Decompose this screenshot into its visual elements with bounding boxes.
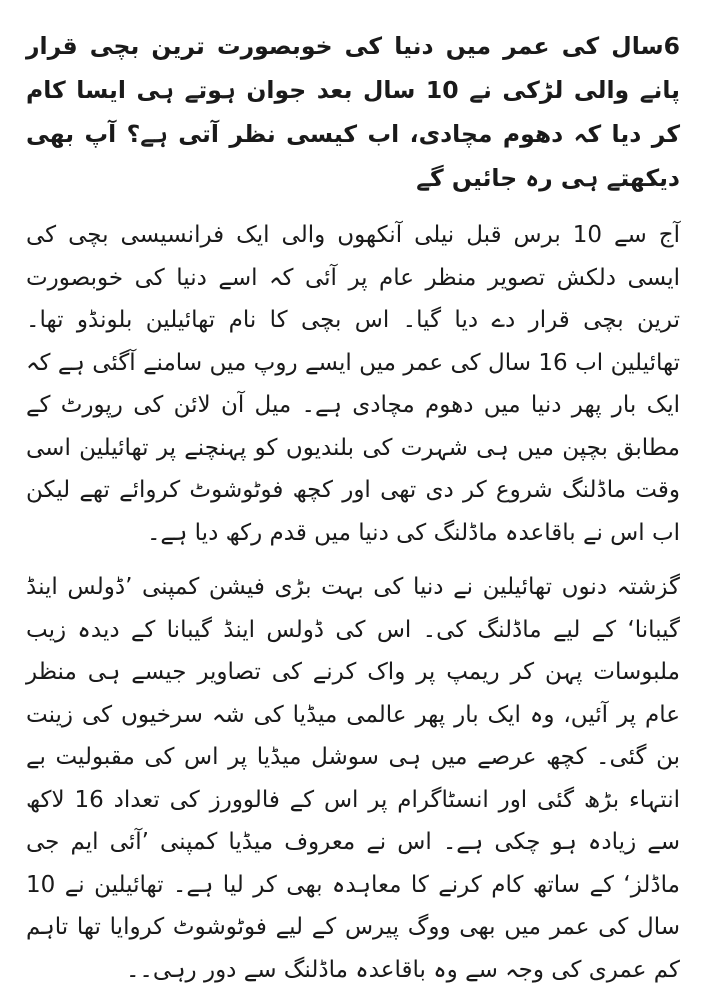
article-paragraph-2: گزشتہ دنوں تھائیلین نے دنیا کی بہت بڑی فیشن کمپنی ’ڈولس اینڈ گیبانا‘ کے لیے ماڈلنگ کی۔ اس کی ڈولس اینڈ گیبانا کے دیدہ زیب ملبوسات پہن کر ریمپ پر واک کرنے کی تصاویر جیسے ہی منظر عام پر آئیں، وہ ایک بار پھر عالمی میڈیا کی شہ سرخیوں کی زینت بن گئی۔ کچھ عرصے میں ہی سوشل میڈیا پر اس کی مقبولیت بے انتہاء بڑھ گئی اور انسٹاگرام پر اس کے فالوورز کی تعداد 16 لاکھ سے زیادہ ہو چکی ہے۔ اس نے معروف میڈیا کمپنی ’آئی ایم جی ماڈلز‘ کے ساتھ کام کرنے کا معاہدہ بھی کر لیا ہے۔ تھائیلین نے 10 سال کی عمر میں بھی ووگ پیرس کے لیے فوٹوشوٹ کروایا تھا تاہم کم عمری کی وجہ سے وہ باقاعدہ ماڈلنگ سے دور رہی۔۔ [26,574,680,983]
article-paragraph-1: آج سے 10 برس قبل نیلی آنکھوں والی ایک فرانسیسی بچی کی ایسی دلکش تصویر منظر عام پر آئی کہ اسے دنیا کی خوبصورت ترین بچی قرار دے دیا گیا۔ اس بچی کا نام تھائیلین بلونڈو تھا۔ تھائیلین اب 16 سال کی عمر میں ایسے روپ میں سامنے آگئی ہے کہ ایک بار پھر دنیا میں دھوم مچادی ہے۔ میل آن لائن کی رپورٹ کے مطابق بچپن میں ہی شہرت کی بلندیوں کو پہنچنے پر تھائیلین اسی وقت ماڈلنگ شروع کر دی تھی اور کچھ فوٹوشوٹ کروائے تھے لیکن اب اس نے باقاعدہ ماڈلنگ کی دنیا میں قدم رکھ دیا ہے۔ [26,222,681,546]
article-headline: 6سال کی عمر میں دنیا کی خوبصورت ترین بچی قرار پانے والی لڑکی نے 10 سال بعد جوان ہوتے ہی ایسا کام کر دیا کہ دھوم مچادی، اب کیسی نظر آتی ہے؟ آپ بھی دیکھتے ہی رہ جائیں گے [26,32,680,192]
